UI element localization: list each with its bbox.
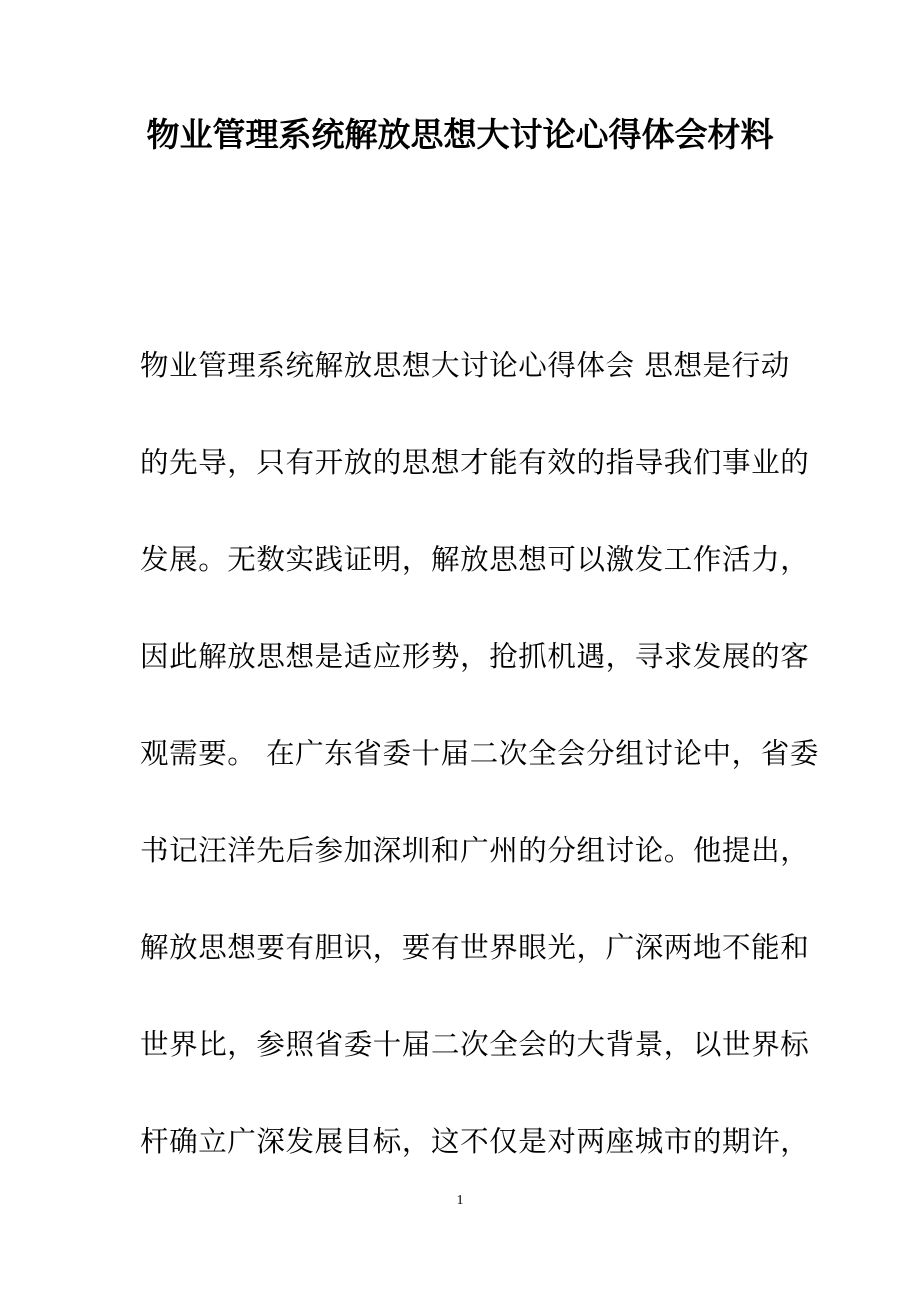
body-line: 发展。无数实践证明，解放思想可以激发工作活力， — [140, 543, 810, 576]
page-number: 1 — [456, 1193, 464, 1208]
body-line: 世界比，参照省委十届二次全会的大背景，以世界标 — [140, 1028, 810, 1061]
body-line: 书记汪洋先后参加深圳和广州的分组讨论。他提出， — [140, 834, 810, 867]
document-body — [140, 338, 819, 1211]
body-line: 观需要。 在广东省委十届二次全会分组讨论中，省委 — [140, 737, 819, 770]
document-title: 物业管理系统解放思想大讨论心得体会材料 — [146, 115, 774, 154]
body-line: 解放思想要有胆识，要有世界眼光，广深两地不能和 — [140, 931, 810, 964]
body-line: 杆确立广深发展目标，这不仅是对两座城市的期许， — [140, 1125, 810, 1158]
body-line: 物业管理系统解放思想大讨论心得体会 思想是行动 — [140, 349, 790, 382]
body-line: 的先导，只有开放的思想才能有效的指导我们事业的 — [140, 446, 810, 479]
body-line: 因此解放思想是适应形势，抢抓机遇，寻求发展的客 — [140, 640, 810, 673]
